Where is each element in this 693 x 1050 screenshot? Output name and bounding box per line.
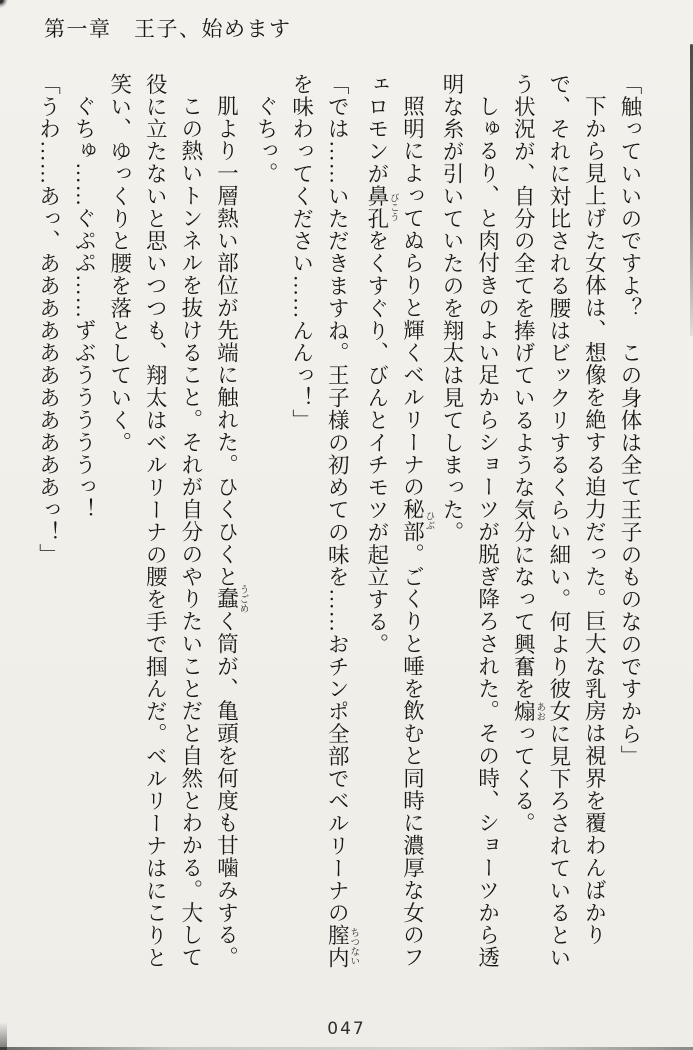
paragraph: ぐちっ。 [254,94,279,185]
page-number: 047 [327,1019,366,1039]
body-text [30,73,647,985]
paragraph: 「では……いただきますね。王子様の初めての味を……おチンポ全部でベルリーナの膣内 ちつないを味わってください……んんっ！」 [289,73,359,970]
chapter-header: 第一章 王子、始めます [44,17,292,41]
ruby-annotated-word: 煽 あお [511,700,545,723]
paragraph: 照明によってぬらりと輝くベルリーナの秘部 ひぶ。ごくりと唾を飲むと同時に濃厚な女のフェロモンが鼻孔 びこうをくすぐり、びんとイチモツが起立する。 [364,73,434,969]
ruby-annotated-word: 鼻孔 びこう [364,185,398,230]
ruby-annotated-word: 秘部 ひぶ [400,497,434,543]
paragraph: 「うわ……あっ、あああああああああああっ！」 [36,73,61,566]
paragraph: 肌より一層熱い部位が先端に触れた。ひくひくと蠢 うごめく筒が、亀頭を何度も甘噛みする。 [214,94,248,969]
ruby-annotated-word: 膣内 ちつない [325,924,359,970]
paragraph: この熱いトンネルを抜けること。それが自分のやりたいことだと自然とわかる。大して役に立たないと思いつつも、翔太はベルリーナの腰を手で掴んだ。ベルリーナはにこりと笑い、ゆっくりと腰を落としていく。 [107,73,203,969]
paragraph: 「触っていいのですよ？ この身体は全て王子のものなのですから」 [618,73,642,768]
paragraph: 下から見上げた女体は、想像を絶する迫力だった。巨大な乳房は視界を覆わんばかりで、それに対比される腰はビックリするくらい細い。何より彼女に見下ろされているという状況が、自分の全てを捧げているような気分になって興奮を煽 あおってくる。 [511,73,607,969]
paragraph: しゅるり、と肉付きのよい足からショーツが脱ぎ降ろされた。その時、ショーツから透明な糸が引いていたのを翔太は見てしまった。 [440,73,500,969]
scan-artifact-bottom-left [0,1022,7,1050]
scan-artifact-top-left [0,0,12,12]
paragraph: ぐちゅ……ぐぷぷ……ずぶうううううっ！ [72,94,97,521]
ruby-annotated-word: 蠢 うごめ [214,584,248,613]
